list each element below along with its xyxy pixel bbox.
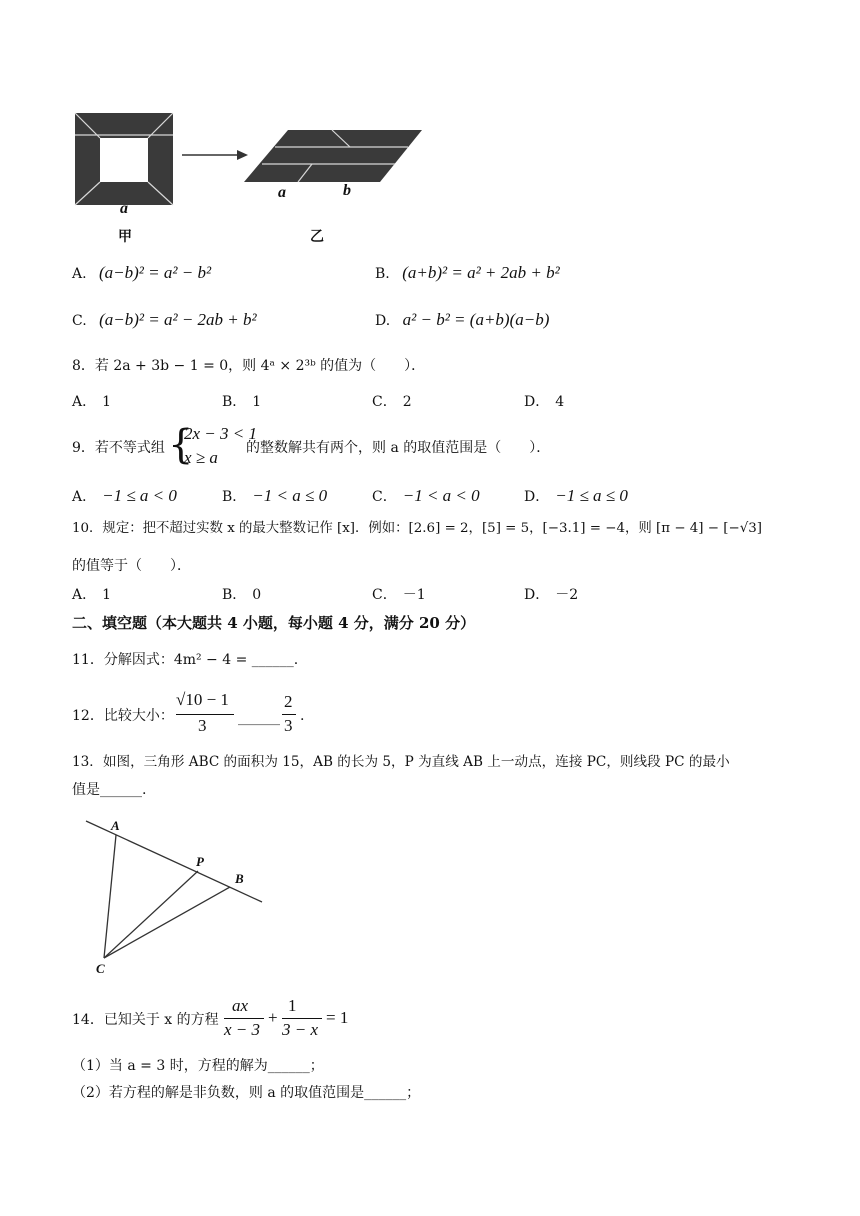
option-letter: B． [222,394,247,410]
option-expr: (a−b)² = a² − 2ab + b² [99,310,257,329]
option-letter: A． [72,587,97,603]
q8-option-d[interactable] [524,392,564,412]
q9-option-a[interactable] [72,486,177,507]
option-letter: D． [524,394,550,410]
q12-fraction2-num: 2 [284,692,293,711]
q7-figure [70,108,450,248]
figure-label-a-left: a [120,200,128,217]
q13-figure [80,812,280,982]
q12-fraction1-num: √10 − 1 [176,690,229,709]
option-expr: a² − b² = (a+b)(a−b) [402,310,550,329]
q10-option-c[interactable] [372,585,426,605]
fraction-bar [224,1018,264,1019]
q14-fraction2-den: 3 − x [282,1020,319,1039]
q9-prefix: 9．若不等式组 [72,440,165,456]
q9-suffix: 的整数解共有两个，则 a 的取值范围是（ ）． [246,440,551,456]
q10-option-d[interactable] [524,585,578,605]
option-value: 0 [252,587,262,603]
q12-stem [72,690,352,738]
q8-option-c[interactable] [372,392,412,412]
option-letter: B. [375,266,390,282]
option-value: −1 < a < 0 [402,486,480,505]
q7-option-b[interactable] [375,263,560,284]
option-value: 1 [252,394,262,410]
fraction-bar [282,714,296,715]
option-letter: C. [72,313,87,329]
option-letter: A． [72,394,97,410]
q8-option-a[interactable] [72,392,111,412]
q9-option-b[interactable] [222,486,327,507]
option-expr: (a−b)² = a² − b² [99,263,212,282]
triangle-figure [80,812,280,982]
q14-sub1: （1）当 a = 3 时，方程的解为______； [72,1058,324,1074]
q8-option-b[interactable] [222,392,261,412]
q13-stem-line1: 13．如图，三角形 ABC 的面积为 15，AB 的长为 5，P 为直线 AB 上一动点，连接 PC，则线段 PC 的最小 [72,754,730,770]
q9-option-c[interactable] [372,486,480,507]
q14-fraction2-num: 1 [288,996,297,1015]
q12-fraction2-den: 3 [284,716,293,735]
q14-plus: + [268,1008,278,1027]
option-letter: D. [375,313,391,329]
q7-option-d[interactable] [375,310,549,331]
option-letter: A． [72,489,97,505]
figure-label-b-right: b [343,182,351,199]
q9-system-line1: 2x − 3 < 1 [184,424,257,443]
point-label-a: A [111,818,120,833]
q8-stem: 8．若 2a + 3b − 1 = 0，则 4ᵃ × 2³ᵇ 的值为（ ）． [72,358,426,374]
q12-end: . [300,708,305,724]
option-letter: A. [72,266,87,282]
option-letter: B． [222,489,247,505]
q14-sub2: （2）若方程的解是非负数，则 a 的取值范围是______； [72,1085,421,1101]
fraction-bar [282,1018,322,1019]
option-value: 1 [102,587,112,603]
option-value: －2 [555,587,579,603]
q10-option-a[interactable] [72,585,111,605]
figure-label-yi: 乙 [310,229,324,245]
q12-fraction1-den: 3 [198,716,207,735]
q14-end: = 1 [326,1008,349,1027]
option-expr: (a+b)² = a² + 2ab + b² [402,263,560,282]
brace-icon: { [168,422,194,468]
option-letter: B． [222,587,247,603]
option-value: −1 ≤ a < 0 [102,486,177,505]
q7-option-c[interactable] [72,310,257,331]
fraction-bar [176,714,234,715]
option-letter: C． [372,587,397,603]
option-letter: D． [524,489,550,505]
q12-prefix: 12．比较大小： [72,708,174,724]
section-heading: 二、填空题（本大题共 4 小题，每小题 4 分，满分 20 分） [72,614,476,632]
option-value: 4 [555,394,565,410]
q14-fraction1-num: ax [232,996,249,1015]
q7-option-a[interactable] [72,263,211,284]
q10-option-b[interactable] [222,585,261,605]
q14-prefix: 14．已知关于 x 的方程 [72,1012,219,1028]
figure-label-a-right: a [278,184,286,201]
option-letter: C． [372,489,397,505]
option-letter: D． [524,587,550,603]
option-letter: C． [372,394,397,410]
point-label-p: P [196,854,204,869]
option-value: －1 [402,587,426,603]
q11-stem: 11．分解因式：4m² − 4 = ______. [72,652,299,668]
q9-option-d[interactable] [524,486,628,507]
q14-fraction1-den: x − 3 [224,1020,261,1039]
q13-stem-line2: 值是______. [72,782,147,798]
q10-stem-line1: 10．规定：把不超过实数 x 的最大整数记作 [x]．例如：[2.6] = 2，[5] = 5，[−3.1] = −4，则 [π − 4] − [−√3] [72,521,762,536]
option-value: −1 < a ≤ 0 [252,486,328,505]
q12-blank: ______ [238,710,280,726]
figure-label-jia: 甲 [118,229,132,245]
option-value: 2 [402,394,412,410]
q9-system-line2: x ≥ a [184,448,218,467]
point-label-c: C [96,961,105,976]
q10-stem-line2: 的值等于（ ）． [72,558,191,574]
option-value: −1 ≤ a ≤ 0 [555,486,628,505]
q14-stem [72,996,372,1044]
point-label-b: B [235,871,244,886]
option-value: 1 [102,394,112,410]
